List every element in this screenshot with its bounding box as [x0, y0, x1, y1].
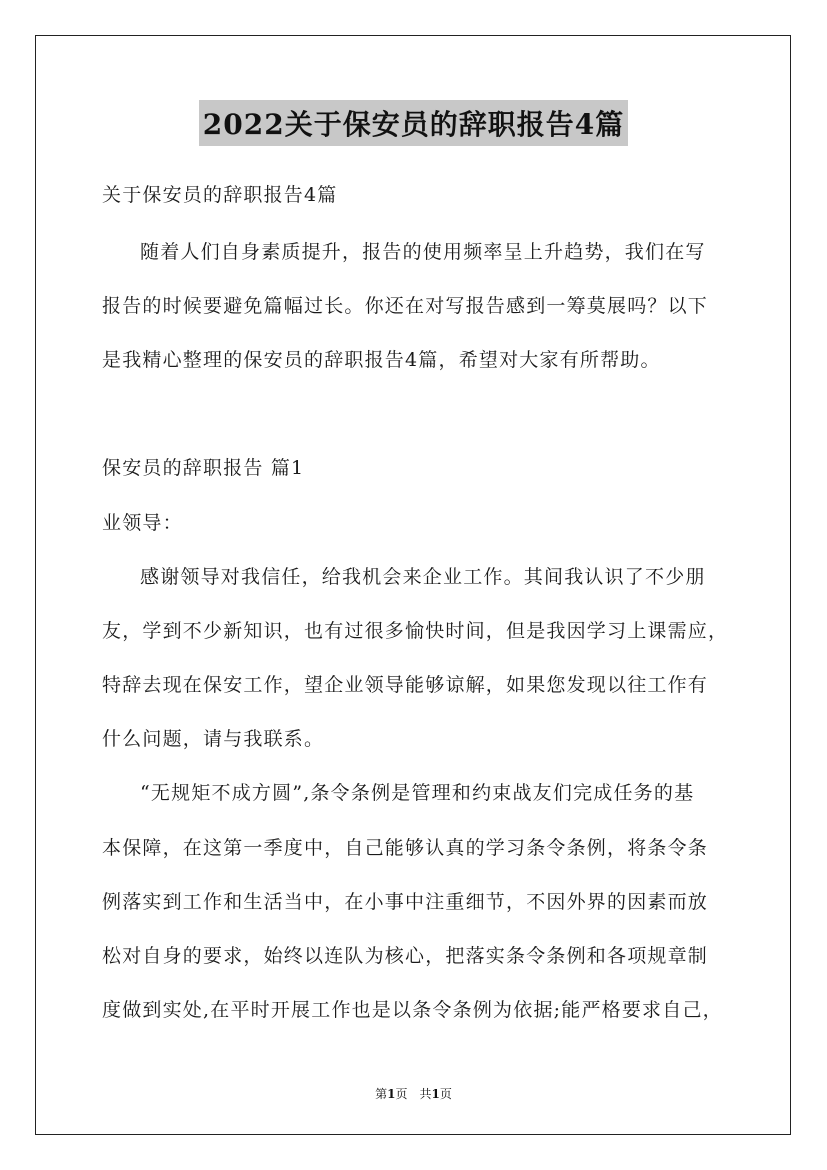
document-title: 2022关于保安员的辞职报告4篇: [199, 100, 628, 146]
intro-line: 随着人们自身素质提升，报告的使用频率呈上升趋势，我们在写: [140, 241, 706, 263]
page-current: 1: [387, 1087, 396, 1101]
salutation: 业领导：: [102, 512, 183, 534]
title-container: [0, 100, 827, 146]
paragraph-line: 特辞去现在保安工作，望企业领导能够谅解，如果您发现以往工作有: [102, 674, 709, 696]
paragraph-line: 例落实到工作和生活当中，在小事中注重细节，不因外界的因素而放: [102, 891, 709, 913]
paragraph-line: 感谢领导对我信任，给我机会来企业工作。其间我认识了不少朋: [140, 566, 706, 588]
paragraph-line: 松对自身的要求，始终以连队为核心，把落实条令条例和各项规章制: [102, 945, 709, 967]
paragraph-line: “无规矩不成方圆”,条令条例是管理和约束战友们完成任务的基: [140, 782, 695, 804]
paragraph-line: 什么问题，请与我联系。: [102, 728, 325, 750]
document-subtitle: 关于保安员的辞职报告4篇: [102, 184, 338, 206]
paragraph-line: 度做到实处,在平时开展工作也是以条令条例为依据;能严格要求自己，: [102, 999, 723, 1021]
page-total: 1: [431, 1087, 440, 1101]
paragraph-line: 本保障，在这第一季度中，自己能够认真的学习条令条例，将条令条: [102, 837, 709, 859]
intro-line: 是我精心整理的保安员的辞职报告4篇，希望对大家有所帮助。: [102, 349, 661, 371]
page-prefix: 第: [375, 1087, 388, 1101]
page-mid: 页 共: [395, 1087, 432, 1101]
page-footer: [0, 1085, 827, 1102]
intro-line: 报告的时候要避免篇幅过长。你还在对写报告感到一筹莫展吗？以下: [102, 295, 709, 317]
page-suffix: 页: [439, 1087, 452, 1101]
section-heading: 保安员的辞职报告 篇1: [102, 457, 305, 479]
paragraph-line: 友，学到不少新知识，也有过很多愉快时间，但是我因学习上课需应，: [102, 620, 729, 642]
